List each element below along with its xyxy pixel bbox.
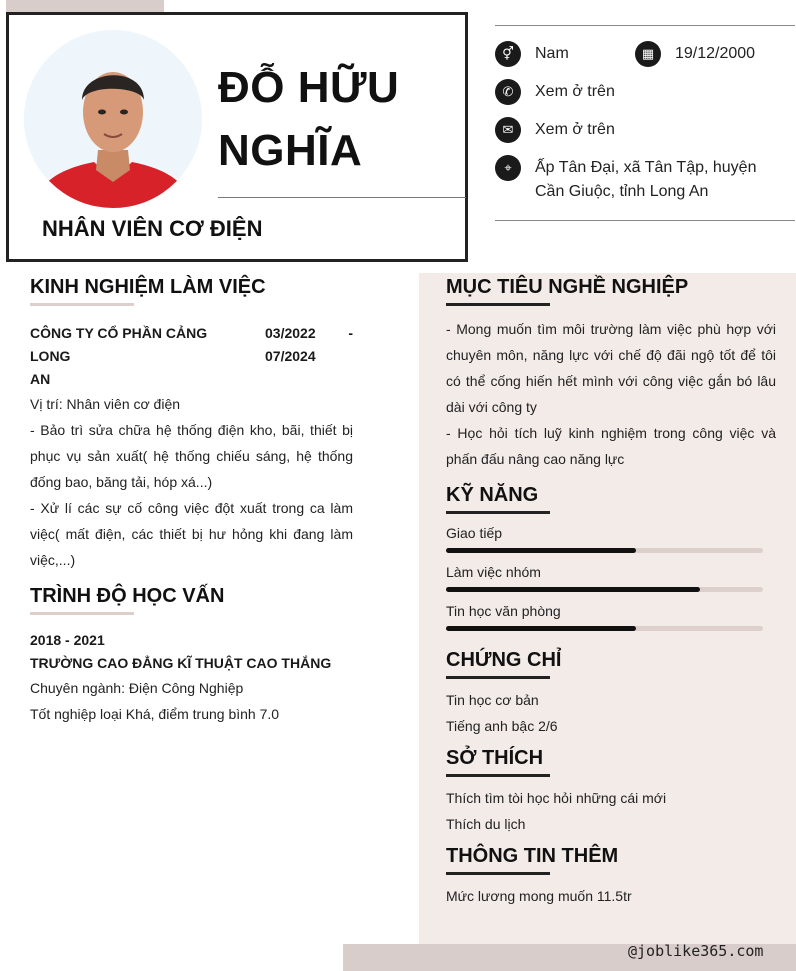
extra-info-list — [446, 883, 776, 909]
education-section — [30, 585, 353, 727]
skill-item — [446, 601, 776, 631]
date-start-row — [265, 322, 353, 345]
skill-bar-track — [446, 548, 763, 553]
address-line-2: Cần Giuộc, tỉnh Long An — [535, 183, 709, 200]
birthdate-value: 19/12/2000 — [675, 45, 756, 62]
experience-section — [30, 276, 353, 573]
education-years: 2018 - 2021 — [30, 632, 105, 648]
phone-value: Xem ở trên — [535, 83, 615, 100]
skill-item — [446, 562, 776, 592]
duty-1: - Bảo trì sửa chữa hệ thống điện kho, bãi, thiết bị phục vụ sản xuất( hệ thống chiếu sáng, hệ thống đống bao, băng tải, hóp xá...) — [30, 422, 353, 490]
contact-top-rule — [495, 25, 795, 26]
email-icon: ✉ — [495, 117, 521, 143]
hobbies-list — [446, 785, 776, 837]
contact-birthdate — [635, 41, 755, 67]
skill-bar-fill — [446, 587, 700, 592]
duty-2: - Xử lí các sự cố công việc đột xuất trong ca làm việc( mất điện, các thiết bị hư hỏng khi đang làm việc,...) — [30, 500, 353, 568]
list-item: Tin học cơ bản — [446, 692, 539, 708]
profile-photo — [24, 30, 202, 208]
right-column — [446, 276, 776, 909]
objective-title: MỤC TIÊU NGHỀ NGHIỆP — [446, 276, 689, 298]
school-name: TRƯỜNG CAO ĐẲNG KĨ THUẬT CAO THẮNG — [30, 655, 332, 671]
objective-paragraph-1: - Mong muốn tìm môi trường làm việc phù hợp với chuyên môn, năng lực với chế độ đãi ngộ tốt để tôi có thể cống hiến hết mình với công việc gắn bó lâu dài với công ty — [446, 321, 776, 415]
gender-icon: ⚥ — [495, 41, 521, 67]
company-name — [30, 322, 245, 391]
certificates-title: CHỨNG CHỈ — [446, 649, 562, 671]
date-separator: - — [348, 325, 353, 341]
education-graduation: Tốt nghiệp loại Khá, điểm trung bình 7.0 — [30, 706, 280, 722]
list-item: Mức lương mong muốn 11.5tr — [446, 888, 632, 904]
experience-title-rule — [30, 303, 134, 306]
education-title: TRÌNH ĐỘ HỌC VẤN — [30, 585, 225, 607]
education-title-rule — [30, 612, 134, 615]
full-name — [218, 56, 399, 182]
objective-section — [446, 276, 776, 472]
certificates-section — [446, 649, 776, 739]
company-line-2: AN — [30, 371, 51, 387]
position: Vị trí: Nhân viên cơ điện — [30, 396, 181, 412]
experience-dates — [265, 322, 353, 391]
objective-title-rule — [446, 303, 550, 306]
gender-value: Nam — [535, 45, 569, 62]
skill-bar-fill — [446, 626, 636, 631]
calendar-icon: ▦ — [635, 41, 661, 67]
extra-info-section — [446, 845, 776, 909]
skills-section — [446, 484, 776, 631]
certificates-title-rule — [446, 676, 550, 679]
hobbies-title: SỞ THÍCH — [446, 747, 544, 769]
address-line-1: Ấp Tân Đại, xã Tân Tập, huyện — [535, 159, 757, 176]
location-pin-icon: ⌖ — [495, 155, 521, 181]
address-value — [535, 156, 756, 204]
date-end: 07/2024 — [265, 348, 316, 364]
contact-block — [495, 25, 795, 26]
skill-item — [446, 523, 776, 553]
list-item: Tiếng anh bậc 2/6 — [446, 718, 558, 734]
hobbies-section — [446, 747, 776, 837]
hobbies-title-rule — [446, 774, 550, 777]
list-item: Thích tìm tòi học hỏi những cái mới — [446, 790, 667, 806]
skills-list — [446, 523, 776, 631]
name-divider — [218, 197, 466, 198]
contact-bottom-rule — [495, 220, 795, 221]
experience-entry-header — [30, 322, 353, 391]
skill-label: Giao tiếp — [446, 525, 503, 541]
name-line-2: NGHĨA — [218, 126, 363, 175]
date-start: 03/2022 — [265, 325, 316, 341]
avatar — [24, 30, 202, 208]
contact-phone — [495, 79, 615, 105]
objective-paragraph-2: - Học hỏi tích luỹ kinh nghiệm trong công việc và phấn đấu nâng cao năng lực — [446, 425, 776, 467]
contact-address — [495, 155, 756, 204]
skill-bar-track — [446, 626, 763, 631]
email-value: Xem ở trên — [535, 121, 615, 138]
certificates-list — [446, 687, 776, 739]
skill-label: Tin học văn phòng — [446, 603, 561, 619]
education-major: Chuyên ngành: Điện Công Nghiệp — [30, 680, 244, 696]
job-title: NHÂN VIÊN CƠ ĐIỆN — [42, 216, 263, 241]
skills-title: KỸ NĂNG — [446, 484, 539, 506]
skills-title-rule — [446, 511, 550, 514]
left-column — [30, 276, 353, 727]
extra-info-title: THÔNG TIN THÊM — [446, 845, 619, 867]
list-item: Thích du lịch — [446, 816, 526, 832]
extra-info-title-rule — [446, 872, 550, 875]
skill-bar-fill — [446, 548, 636, 553]
skill-bar-track — [446, 587, 763, 592]
contact-email — [495, 117, 615, 143]
experience-title: KINH NGHIỆM LÀM VIỆC — [30, 276, 266, 298]
name-line-1: ĐỖ HỮU — [218, 63, 400, 112]
contact-gender — [495, 41, 569, 67]
company-line-1: CÔNG TY CỔ PHẦN CẢNG LONG — [30, 325, 208, 364]
phone-icon: ✆ — [495, 79, 521, 105]
skill-label: Làm việc nhóm — [446, 564, 541, 580]
watermark: @joblike365.com — [628, 942, 764, 960]
